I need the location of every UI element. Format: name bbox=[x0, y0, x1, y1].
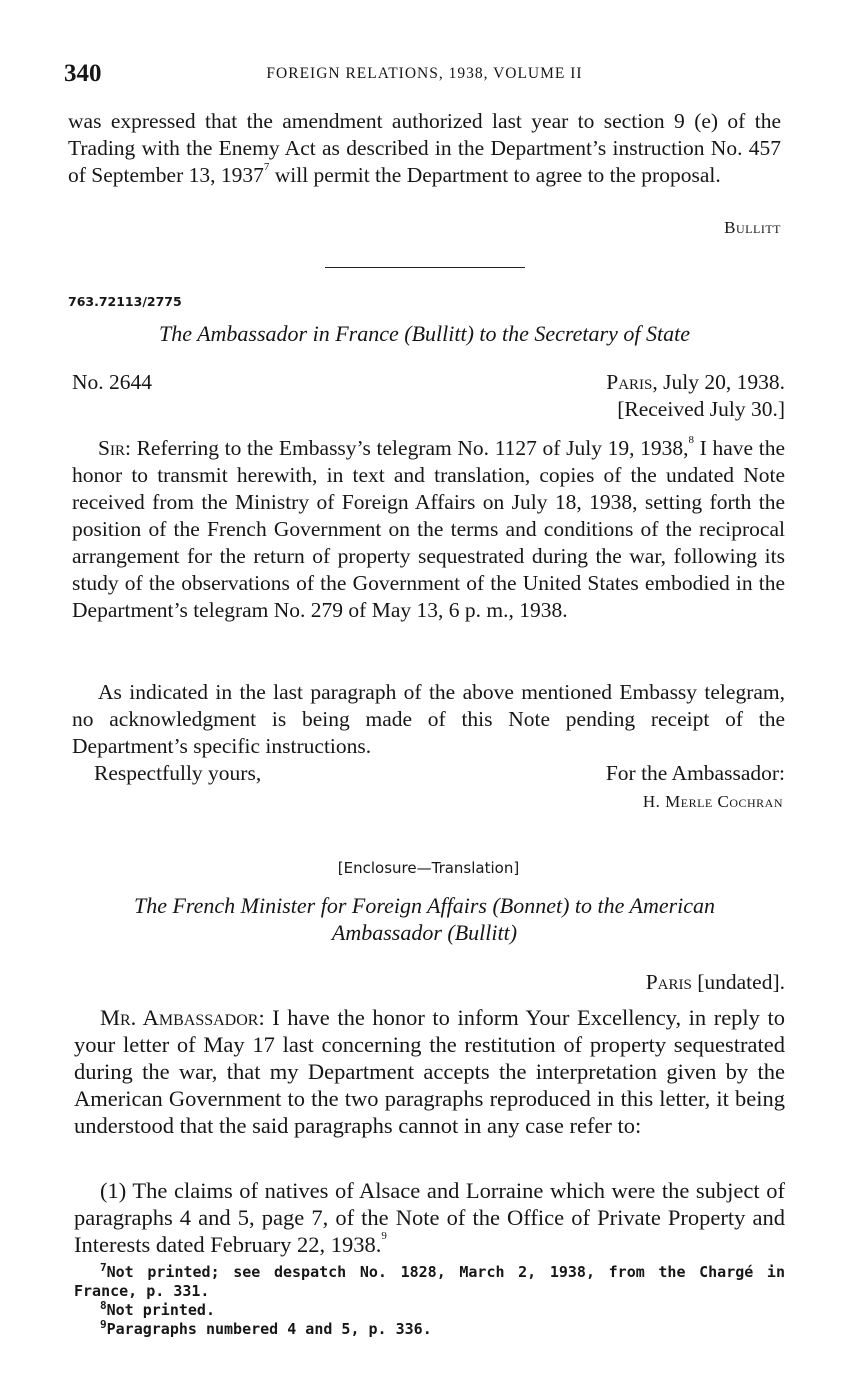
enclosure-label: [Enclosure—Translation] bbox=[337, 859, 520, 877]
signature-cochran: H. Merle Cochran bbox=[642, 792, 783, 811]
note-item-1: (1) The claims of natives of Alsace and Lorraine which were the subject of paragraphs 4 and 5, page 7, of the Note of the Office of Private Property and Interests dated February 22, 1938.$^9$ bbox=[74, 1178, 785, 1257]
page-number: 340 bbox=[64, 60, 102, 87]
letter-paragraph-2: As indicated in the last paragraph of the above mentioned Embassy telegram, no acknowledgment is being made of this Note pending receipt of the Department’s specific instructions. bbox=[72, 680, 785, 758]
footnotes bbox=[74, 1263, 785, 1339]
received-date: [Received July 30.] bbox=[617, 397, 785, 421]
dateline-row bbox=[72, 370, 785, 397]
despatch-number: No. 2644 bbox=[72, 370, 153, 394]
salutation: Sir bbox=[98, 436, 125, 460]
closing: Respectfully yours, bbox=[94, 761, 262, 785]
footnote-ref: 8 bbox=[688, 434, 695, 446]
enclosure-title-line1: The French Minister for Foreign Affairs (Bonnet) to the American bbox=[133, 893, 716, 918]
running-title: FOREIGN RELATIONS, 1938, VOLUME II bbox=[266, 65, 583, 82]
footnote-9: $^9$Paragraphs numbered 4 and 5, p. 336. bbox=[100, 1318, 432, 1338]
enclosure-title-line2: Ambassador (Bullitt) bbox=[331, 920, 518, 945]
intro-paragraph: was expressed that the amendment authorized last year to section 9 (e) of the Trading with the Enemy Act as described in the Department’s instruction No. 457 of September 13, 1937$^7$ will permit the Department to agree to the proposal. bbox=[68, 109, 781, 187]
closing-row bbox=[72, 761, 785, 788]
received-row bbox=[72, 397, 785, 424]
footnote-ref: 7 bbox=[263, 161, 270, 173]
for-ambassador: For the Ambassador: bbox=[605, 761, 785, 785]
salutation: Mr. Ambassador bbox=[100, 1005, 259, 1030]
place-date: Paris [undated]. bbox=[645, 970, 785, 994]
place-date: Paris, July 20, 1938. bbox=[606, 370, 785, 394]
footnote-7: $^7$Not printed; see despatch No. 1828, March 2, 1938, from the Chargé in France, p. 331. bbox=[74, 1261, 785, 1300]
section-divider bbox=[325, 267, 525, 268]
footnote-ref: 9 bbox=[381, 1230, 387, 1242]
signature-bullitt: Bullitt bbox=[724, 218, 781, 237]
letter-paragraph-1: Sir: Referring to the Embassy’s telegram No. 1127 of July 19, 1938,$^8$ I have the honor to transmit herewith, in text and translation, copies of the undated Note received from the Ministry of Foreign Affairs on July 18, 1938, setting forth the position of the French Government on the terms and conditions of the reciprocal arrangement for the return of property sequestrated during the war, following its study of the observations of the Government of the United States embodied in the Department’s telegram No. 279 of May 13, 6 p. m., 1938. bbox=[72, 434, 785, 622]
footnote-8: $^8$Not printed. bbox=[100, 1299, 215, 1319]
page-header bbox=[64, 60, 785, 90]
file-number: 763.72113/2775 bbox=[68, 294, 182, 309]
enclosure-dateline bbox=[72, 970, 785, 997]
note-paragraph-1: Mr. Ambassador: I have the honor to inform Your Excellency, in reply to your letter of May 17 last concerning the restitution of property sequestrated during the war, that my Department accepts the interpretation given by the American Government to the two paragraphs reproduced in this letter, it being understood that the said paragraphs cannot in any case refer to: bbox=[74, 1005, 785, 1138]
document-title: The Ambassador in France (Bullitt) to the Secretary of State bbox=[159, 321, 690, 346]
